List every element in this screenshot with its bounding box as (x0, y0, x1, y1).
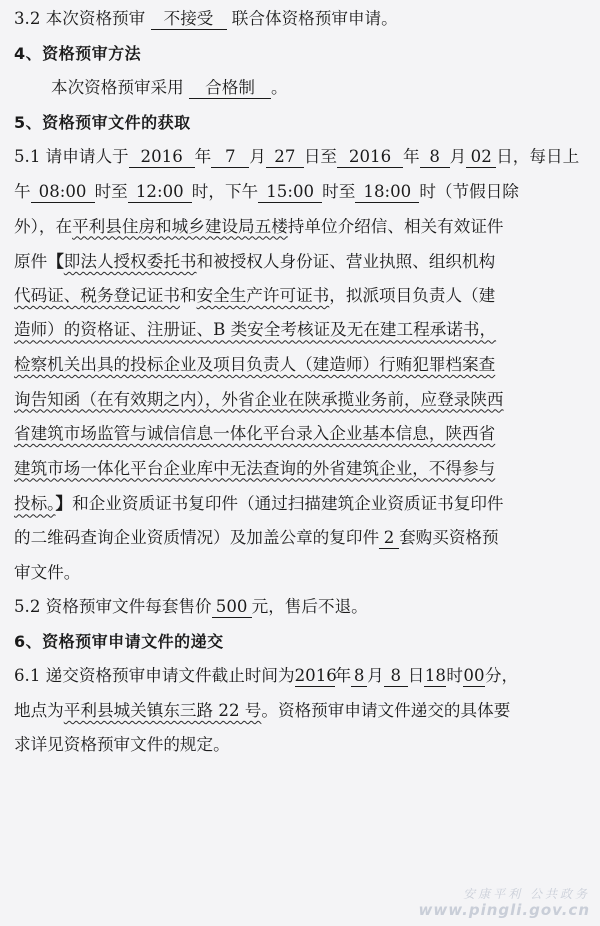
fill-deadline-day: 8 (384, 666, 408, 687)
fill-copies: 2 (379, 528, 399, 549)
method-line: 本次资格预审采用 合格制 。 (51, 78, 288, 98)
p51-line-6: 造师）的资格证、注册证、B 类安全考核证及无在建工程承诺书， (14, 320, 497, 340)
p51-line-8: 询告知函（在有效期之内），外省企业在陕承揽业务前，应登录陕西 (14, 389, 504, 409)
heading-5: 5、资格预审文件的获取 (14, 112, 191, 132)
fill-time-4: 18:00 (355, 182, 419, 203)
site-watermark (419, 888, 590, 918)
watermark-cn: 安康平利 公共政务 (463, 887, 590, 902)
location-text: 平利县住房和城乡建设局五楼 (72, 216, 288, 236)
p51-line-7: 检察机关出具的投标企业及项目负责人（建造师）行贿犯罪档案查 (14, 354, 496, 374)
fill-end-year: 2016 (337, 147, 403, 168)
p61-line-1: 6.1 递交资格预审申请文件截止时间为2016年 8 月 8 日18时00分， (14, 666, 519, 686)
fill-method: 合格制 (189, 78, 271, 99)
p51-line-5: 代码证、税务登记证书和安全生产许可证书，拟派项目负责人（建 (14, 285, 496, 305)
clause-5-2: 5.2 资格预审文件每套售价 500 元，售后不退。 (14, 597, 368, 617)
p51-line-12: 的二维码查询企业资质情况）及加盖公章的复印件 2 套购买资格预 (14, 527, 499, 547)
fill-deadline-year: 2016 (294, 666, 337, 686)
fill-deadline-hour: 18 (424, 666, 446, 686)
fill-end-day: 02 (466, 147, 496, 168)
fill-start-month: 7 (211, 147, 249, 168)
watermark-url: www.pingli.gov.cn (418, 900, 590, 919)
fill-time-1: 08:00 (31, 182, 95, 203)
p51-line-11: 投标。】和企业资质证书复印件（通过扫描建筑企业资质证书复印件 (14, 493, 504, 514)
fill-price: 500 (212, 597, 252, 618)
fill-deadline-minute: 00 (463, 666, 485, 686)
p51-line-2: 午 08:00 时至 12:00 时，下午 15:00 时至 18:00 时（节假日除 (14, 181, 519, 201)
fill-accept: 不接受 (151, 9, 227, 30)
p51-line-13: 审文件。 (14, 562, 81, 582)
heading-4: 4、资格预审方法 (14, 43, 142, 63)
fill-time-2: 12:00 (128, 182, 192, 203)
p51-line-1: 5.1 请申请人于 2016 年 7 月 27 日至 2016 年 8 月 02 日，每日上 (14, 147, 580, 167)
fill-end-month: 8 (420, 147, 450, 168)
p51-line-10: 建筑市场一体化平台企业库中无法查询的外省建筑企业，不得参与 (14, 458, 496, 478)
fill-start-year: 2016 (129, 147, 195, 168)
heading-6: 6、资格预审申请文件的递交 (14, 631, 224, 651)
p51-line-9: 省建筑市场监管与诚信信息一体化平台录入企业基本信息，陕西省 (14, 424, 496, 444)
p51-line-4: 原件【即法人授权委托书和被授权人身份证、营业执照、组织机构 (14, 251, 496, 272)
fill-start-day: 27 (266, 147, 304, 168)
p61-line-2: 地点为平利县城关镇东三路 22 号。资格预审申请文件递交的具体要 (14, 700, 511, 720)
p61-line-3: 求详见资格预审文件的规定。 (14, 735, 230, 755)
fill-time-3: 15:00 (258, 182, 322, 203)
clause-3-2: 3.2 本次资格预审 不接受 联合体资格预审申请。 (14, 9, 398, 28)
submission-address: 平利县城关镇东三路 22 号 (63, 700, 262, 720)
fill-deadline-month: 8 (351, 666, 367, 687)
p51-line-3: 外），在平利县住房和城乡建设局五楼持单位介绍信、相关有效证件 (14, 216, 504, 236)
